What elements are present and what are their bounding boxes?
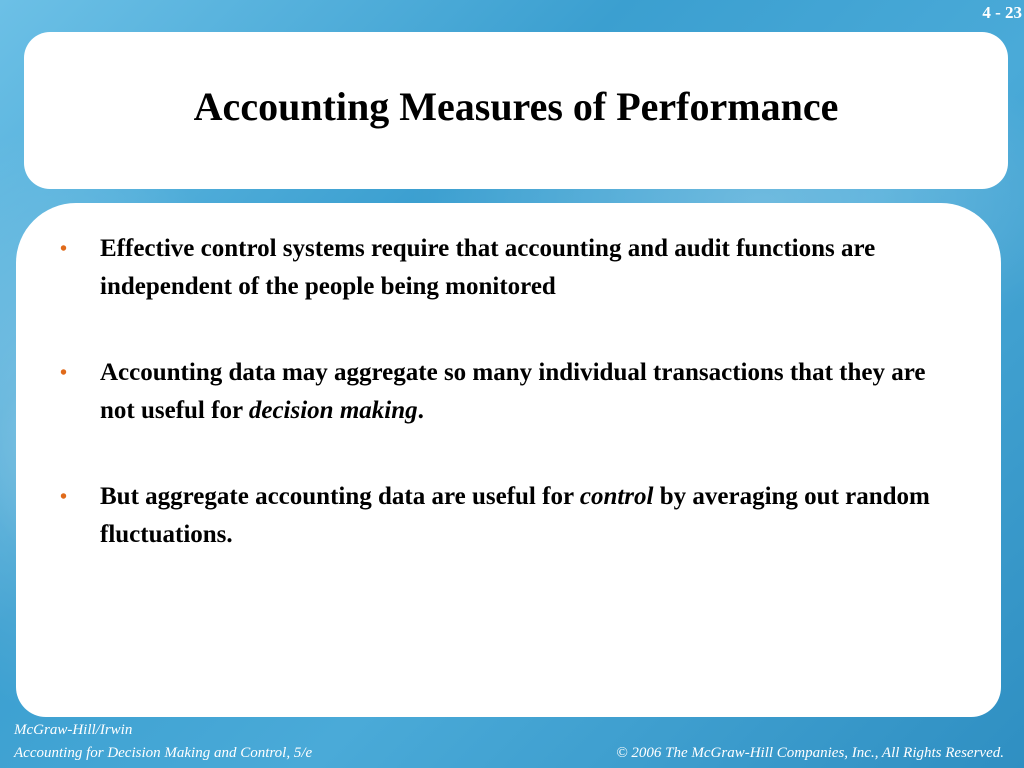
bullet-marker: • [60, 238, 68, 260]
slide-title: Accounting Measures of Performance [193, 84, 839, 129]
footer-copyright: © 2006 The McGraw-Hill Companies, Inc., All Rights Reserved. [616, 745, 1004, 761]
bullet-text-end: . [417, 397, 424, 424]
bullet-item [60, 354, 960, 430]
content-panel [16, 203, 1001, 717]
bullet-item [60, 478, 960, 554]
bullet-text: Effective control systems require that accounting and audit functions are independent of the people being monitored [100, 235, 876, 300]
bullet-text: But aggregate accounting data are useful for [100, 483, 580, 510]
bullet-emphasis: decision making [248, 397, 418, 424]
bullet-list [60, 230, 960, 602]
bullet-emphasis: control [579, 483, 654, 510]
bullet-item [60, 230, 960, 306]
footer-left [14, 719, 312, 765]
footer-publisher: McGraw-Hill/Irwin [14, 722, 133, 738]
bullet-text-end: by averaging out random fluctuations. [100, 483, 930, 548]
bullet-text: Accounting data may aggregate so many individual transactions that they are not useful for [100, 359, 926, 424]
bullet-marker: • [60, 486, 68, 508]
slide-number: 4 - 23 [982, 3, 1022, 22]
bullet-marker: • [60, 362, 68, 384]
footer-book-title: Accounting for Decision Making and Control, 5/e [14, 745, 313, 761]
title-panel [24, 32, 1008, 189]
